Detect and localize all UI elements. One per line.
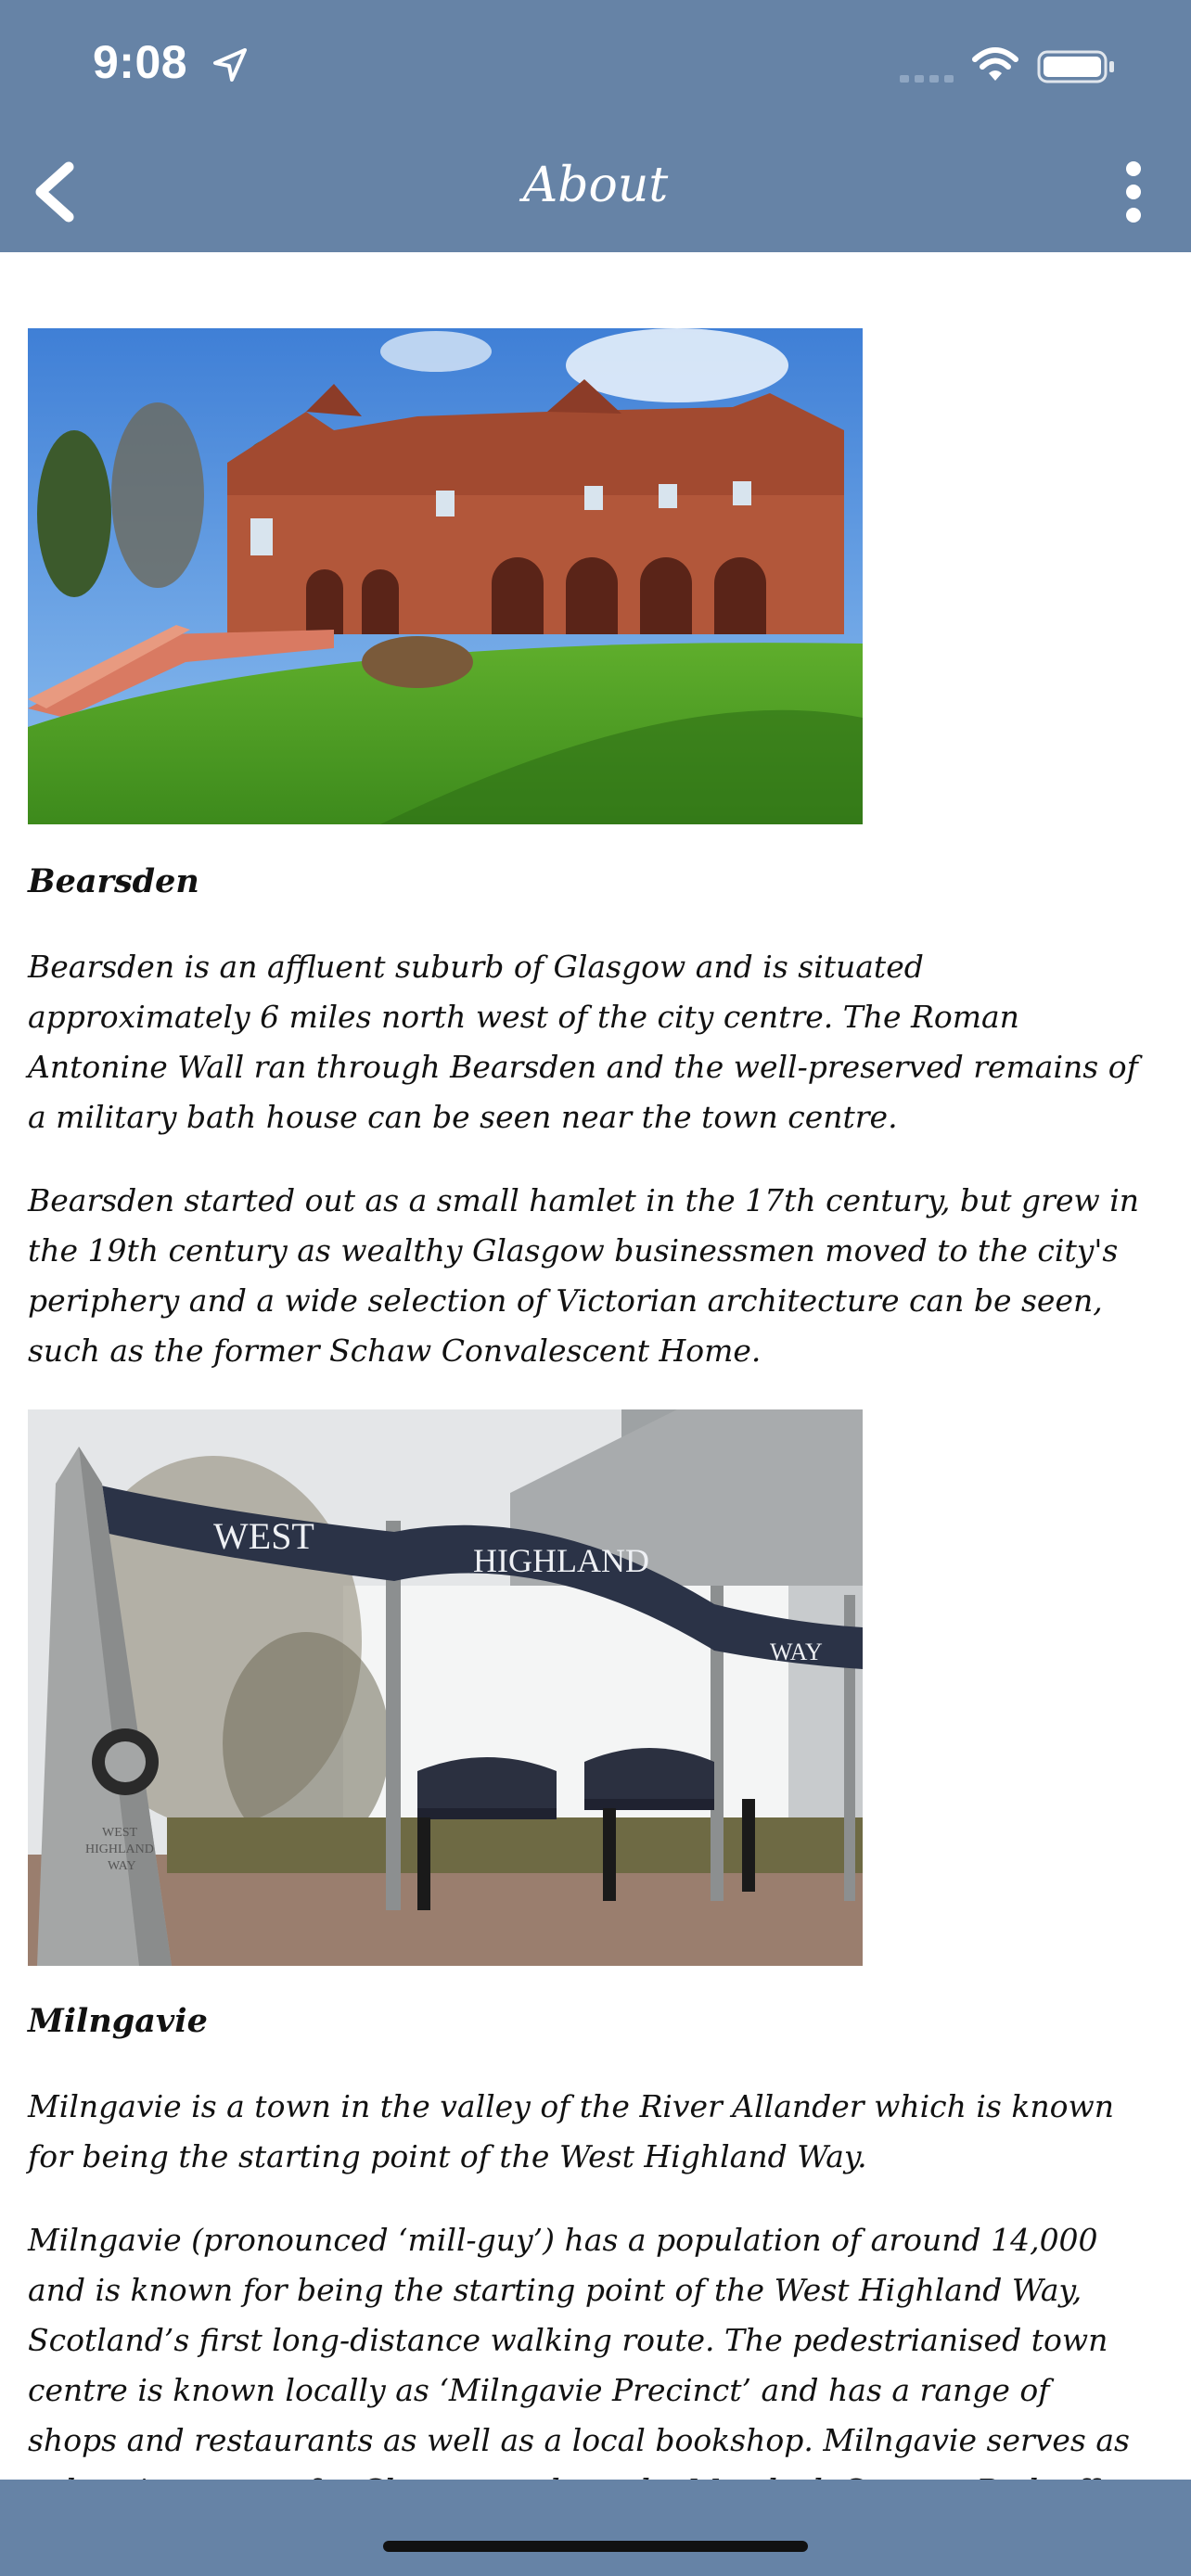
bearsden-paragraph-1: Bearsden is an affluent suburb of Glasgow and is situated approximately 6 miles north west of the city centre. The Roman Antonine Wall ran through Bearsden and the well-preserved remains of a military bath house can be seen near the town centre. [28,949,1138,1135]
more-button[interactable] [1113,158,1154,232]
bottom-bar [0,2480,1191,2576]
bearsden-photo [28,328,863,824]
sign-text-west: WEST [213,1515,314,1557]
sign-text-way: WAY [770,1639,823,1665]
milngavie-paragraph-2: Milngavie (pronounced ‘mill-guy’) has a population of around 14,000 and is known for being the starting point of the West Highland Way, Scotland’s first long-distance walking route. The pedestrianised town centre is known locally as ‘Milngavie Precinct’ and has a range of shops and restaurants as well as a local bookshop. Milngavie serves as [28,2222,1130,2458]
pillar-text-west: WEST [102,1826,138,1840]
home-indicator[interactable] [383,2541,808,2552]
top-bar [0,0,1191,252]
pillar-text-highland: HIGHLAND [85,1843,154,1856]
wifi-icon [972,46,1018,83]
battery-icon [1037,48,1117,85]
milngavie-paragraph-1: Milngavie is a town in the valley of the River Allander which is known for being the starting point of the West Highland Way. [28,2088,1114,2174]
about-content[interactable] [0,252,1191,2478]
page-title: About [522,158,669,213]
sign-text-highland: HIGHLAND [473,1542,649,1579]
milngavie-photo [28,1409,863,1966]
section-heading-milngavie: Milngavie [28,2002,208,2040]
pillar-text-way: WAY [108,1859,136,1873]
status-time: 9:08 [93,36,188,88]
cellular-signal-icon [900,72,955,85]
bearsden-paragraph-2: Bearsden started out as a small hamlet in the 17th century, but grew in the 19th century as wealthy Glasgow businessmen moved to the city's periphery and a wide selection of Victorian architecture can be seen, such as the former Schaw Convalescent Home. [28,1182,1140,1369]
location-arrow-icon [211,46,249,83]
section-heading-bearsden: Bearsden [28,862,199,900]
